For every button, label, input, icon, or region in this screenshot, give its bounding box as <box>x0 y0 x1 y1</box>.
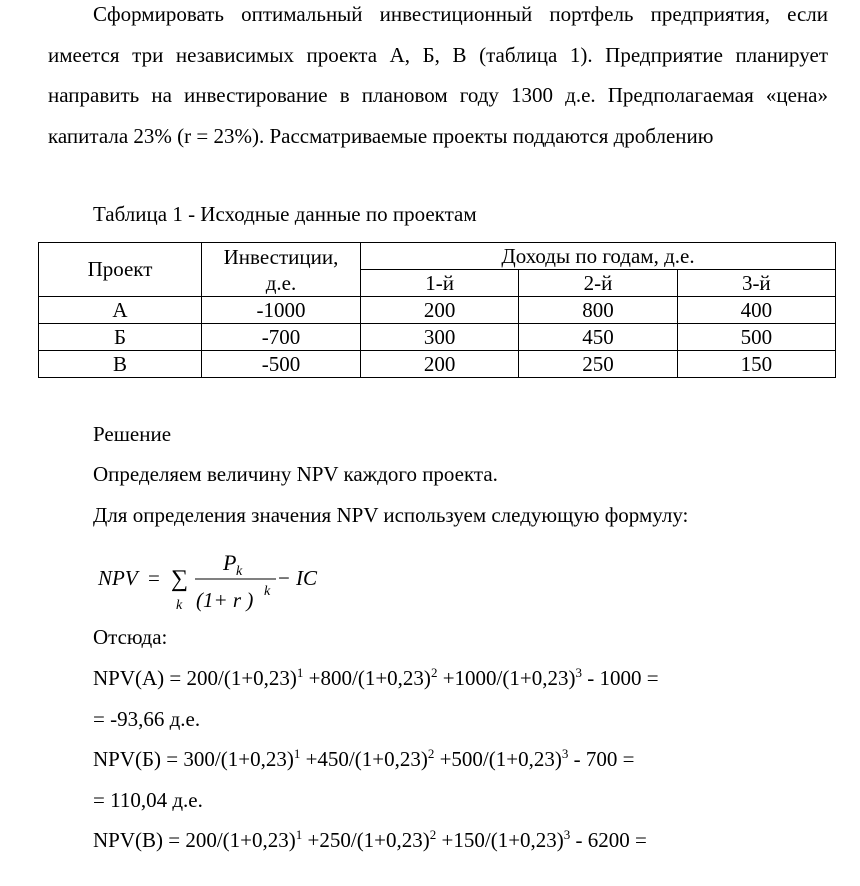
cell-year3: 400 <box>677 297 835 324</box>
table-row <box>39 351 836 378</box>
solution-heading: Решение <box>93 422 172 446</box>
header-investment <box>202 243 361 297</box>
formula-sum-sign: ∑ <box>171 566 189 592</box>
npv-a-result: = -93,66 д.е. <box>93 707 201 731</box>
solution-step1: Определяем величину NPV каждого проекта. <box>93 462 498 486</box>
cell-year2: 250 <box>519 351 677 378</box>
hence-label: Отсюда: <box>93 625 168 649</box>
header-year1: 1-й <box>361 270 519 297</box>
solution-step2: Для определения значения NPV используем следующую формулу: <box>93 503 689 527</box>
formula-equals: = <box>148 566 160 590</box>
cell-investment: -500 <box>202 351 361 378</box>
formula-ic: IC <box>296 566 317 590</box>
npv-b-result: = 110,04 д.е. <box>93 788 203 812</box>
formula-sum-index: k <box>176 598 183 613</box>
table-header-row <box>39 243 836 270</box>
cell-year3: 500 <box>677 324 835 351</box>
table-row <box>39 324 836 351</box>
table-row <box>39 297 836 324</box>
header-project: Проект <box>39 243 202 297</box>
formula-denominator-exp: k <box>264 584 271 599</box>
npv-a-calculation: $NPV(А) = 200/(1+0,23)^1 +800/(1+0,23)^2 +1000/(1+0,23)^3 - 1000$ = <box>93 665 659 690</box>
cell-project: А <box>39 297 202 324</box>
header-investment-line2: д.е. <box>265 270 297 295</box>
cell-investment: -1000 <box>202 297 361 324</box>
header-year2: 2-й <box>519 270 677 297</box>
header-year3: 3-й <box>677 270 835 297</box>
formula-denominator: (1+ r ) <box>196 588 254 612</box>
cell-investment: -700 <box>202 324 361 351</box>
header-investment-line1: Инвестиции, <box>223 244 339 269</box>
header-income: Доходы по годам, д.е. <box>361 243 836 270</box>
npv-b-calculation: $NPV(Б) = 300/(1+0,23)^1 +450/(1+0,23)^2 +500/(1+0,23)^3 - 700$ = <box>93 746 635 771</box>
cell-year1: 200 <box>361 351 519 378</box>
projects-table <box>38 242 836 378</box>
cell-year2: 800 <box>519 297 677 324</box>
cell-year2: 450 <box>519 324 677 351</box>
cell-year1: 300 <box>361 324 519 351</box>
formula-numerator: P <box>223 550 237 575</box>
cell-year3: 150 <box>677 351 835 378</box>
formula-numerator-sub: k <box>236 564 243 579</box>
table-caption: Таблица 1 - Исходные данные по проектам <box>93 202 477 226</box>
cell-year1: 200 <box>361 297 519 324</box>
npv-c-calculation: $NPV(В) = 200/(1+0,23)^1 +250/(1+0,23)^2 +150/(1+0,23)^3 - 6200$ = <box>93 827 647 852</box>
problem-statement: Сформировать оптимальный инвестиционный портфель предприятия, если имеется три независимых проекта А, Б, В (таблица 1). Предприятие планирует направить на инвестирование в плановом году 1300 д.е. Предполагаемая «цена» капитала 23% (r = 23%). Рассматриваемые проекты поддаются дроблению <box>48 2 828 148</box>
npv-formula-svg <box>98 545 338 615</box>
formula-lhs: NPV <box>98 566 138 590</box>
cell-project: В <box>39 351 202 378</box>
npv-formula <box>98 545 338 615</box>
cell-project: Б <box>39 324 202 351</box>
formula-minus: − <box>278 566 290 590</box>
